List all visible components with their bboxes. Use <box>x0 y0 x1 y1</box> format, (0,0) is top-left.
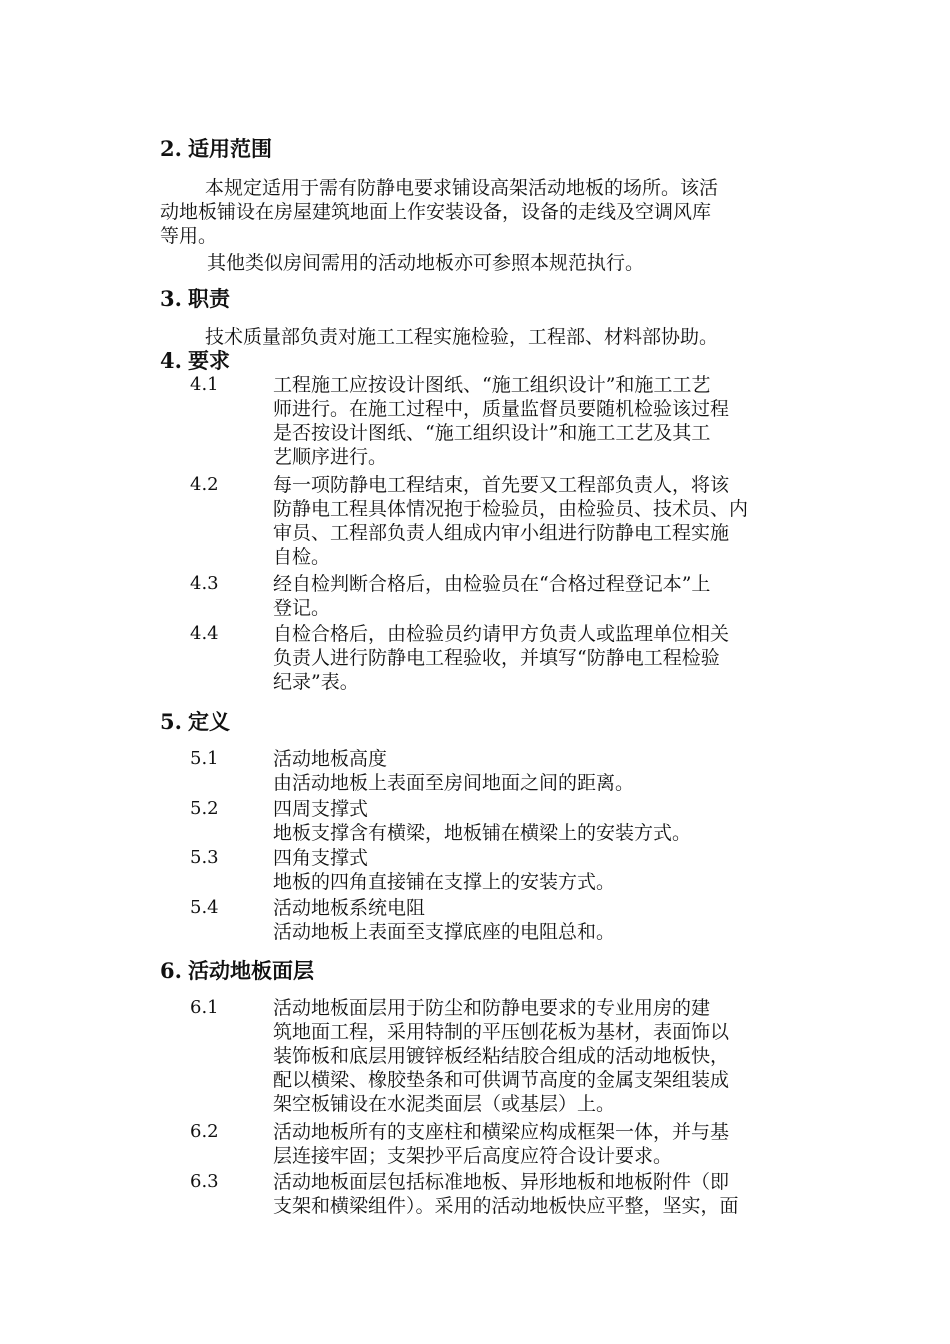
item-line: 活动地板系统电阻 <box>273 897 426 919</box>
item-line: 师进行。在施工过程中，质量监督员要随机检验该过程 <box>273 398 730 420</box>
item-line: 活动地板所有的支座柱和横梁应构成框架一体，并与基 <box>273 1121 730 1143</box>
section-6-heading <box>160 958 314 984</box>
item-line: 四周支撑式 <box>273 798 369 820</box>
item-line: 地板支撑含有横梁，地板铺在横梁上的安装方式。 <box>273 822 692 844</box>
item-line: 审员、工程部负责人组成内审小组进行防静电工程实施 <box>273 522 730 544</box>
section-4-heading <box>160 348 230 374</box>
item-number-4-4: 4.4 <box>190 623 219 644</box>
item-line: 架空板铺设在水泥类面层（或基层）上。 <box>273 1093 616 1115</box>
section-6-number: 6. <box>160 958 182 983</box>
section-5-heading <box>160 709 230 735</box>
section-4-number: 4. <box>160 348 182 373</box>
section-3-number: 3. <box>160 286 182 311</box>
item-line: 装饰板和底层用镀锌板经粘结胶合组成的活动地板快， <box>273 1045 730 1067</box>
item-line: 活动地板面层用于防尘和防静电要求的专业用房的建 <box>273 997 711 1019</box>
item-line: 筑地面工程，采用特制的平压刨花板为基材，表面饰以 <box>273 1021 730 1043</box>
item-line: 由活动地板上表面至房间地面之间的距离。 <box>273 772 635 794</box>
section-2-title: 适用范围 <box>188 136 272 161</box>
item-text-4-3 <box>273 572 813 620</box>
item-number-6-1: 6.1 <box>190 997 219 1018</box>
item-text-5-4 <box>273 896 813 944</box>
item-line: 四角支撑式 <box>273 847 369 869</box>
section-2-heading <box>160 136 272 162</box>
item-line: 活动地板高度 <box>273 748 388 770</box>
item-text-5-1 <box>273 747 813 795</box>
item-line: 每一项防静电工程结束，首先要又工程部负责人，将该 <box>273 474 730 496</box>
item-number-6-3: 6.3 <box>190 1171 219 1192</box>
item-text-6-2 <box>273 1120 813 1168</box>
item-text-5-3 <box>273 846 813 894</box>
paragraph-line: 等用。 <box>160 225 218 247</box>
item-line: 活动地板上表面至支撑底座的电阻总和。 <box>273 921 616 943</box>
item-line: 活动地板面层包括标准地板、异形地板和地板附件（即 <box>273 1171 730 1193</box>
item-line: 支架和横梁组件）。采用的活动地板快应平整，坚实，面 <box>273 1195 739 1217</box>
item-number-4-3: 4.3 <box>190 573 219 594</box>
item-line: 地板的四角直接铺在支撑上的安装方式。 <box>273 871 616 893</box>
item-number-5-1: 5.1 <box>190 748 219 769</box>
item-text-4-2 <box>273 473 813 569</box>
item-line: 登记。 <box>273 597 331 619</box>
item-line: 层连接牢固；支架抄平后高度应符合设计要求。 <box>273 1145 673 1167</box>
section-2-paragraph-1 <box>160 176 810 248</box>
item-line: 防静电工程具体情况抱于检验员，由检验员、技术员、内 <box>273 498 749 520</box>
section-2-paragraph-2 <box>160 251 810 275</box>
item-text-6-3 <box>273 1170 813 1218</box>
section-3-heading <box>160 286 230 312</box>
item-number-5-2: 5.2 <box>190 798 219 819</box>
paragraph-line: 本规定适用于需有防静电要求铺设高架活动地板的场所。该活 <box>205 177 719 199</box>
item-line: 经自检判断合格后，由检验员在“合格过程登记本”上 <box>273 573 711 595</box>
item-text-4-1 <box>273 373 813 469</box>
item-line: 自检。 <box>273 546 331 568</box>
item-line: 负责人进行防静电工程验收，并填写“防静电工程检验 <box>273 647 720 669</box>
item-text-5-2 <box>273 797 813 845</box>
item-line: 是否按设计图纸、“施工组织设计”和施工工艺及其工 <box>273 422 711 444</box>
section-3-paragraph <box>160 325 810 349</box>
paragraph-line: 技术质量部负责对施工工程实施检验，工程部、材料部协助。 <box>205 326 719 348</box>
item-line: 配以横梁、橡胶垫条和可供调节高度的金属支架组装成 <box>273 1069 730 1091</box>
item-number-4-1: 4.1 <box>190 374 219 395</box>
paragraph-line: 动地板铺设在房屋建筑地面上作安装设备，设备的走线及空调风库 <box>160 201 712 223</box>
paragraph-line: 其他类似房间需用的活动地板亦可参照本规范执行。 <box>207 252 645 274</box>
item-line: 纪录”表。 <box>273 671 359 693</box>
section-4-title: 要求 <box>188 348 230 373</box>
item-number-5-4: 5.4 <box>190 897 219 918</box>
item-number-6-2: 6.2 <box>190 1121 219 1142</box>
section-6-title: 活动地板面层 <box>188 958 314 983</box>
item-line: 工程施工应按设计图纸、“施工组织设计”和施工工艺 <box>273 374 711 396</box>
item-text-6-1 <box>273 996 813 1116</box>
section-5-number: 5. <box>160 709 182 734</box>
section-5-title: 定义 <box>188 709 230 734</box>
section-2-number: 2. <box>160 136 182 161</box>
section-3-title: 职责 <box>188 286 230 311</box>
item-text-4-4 <box>273 622 813 694</box>
item-number-5-3: 5.3 <box>190 847 219 868</box>
item-line: 自检合格后，由检验员约请甲方负责人或监理单位相关 <box>273 623 730 645</box>
item-number-4-2: 4.2 <box>190 474 219 495</box>
item-line: 艺顺序进行。 <box>273 446 388 468</box>
